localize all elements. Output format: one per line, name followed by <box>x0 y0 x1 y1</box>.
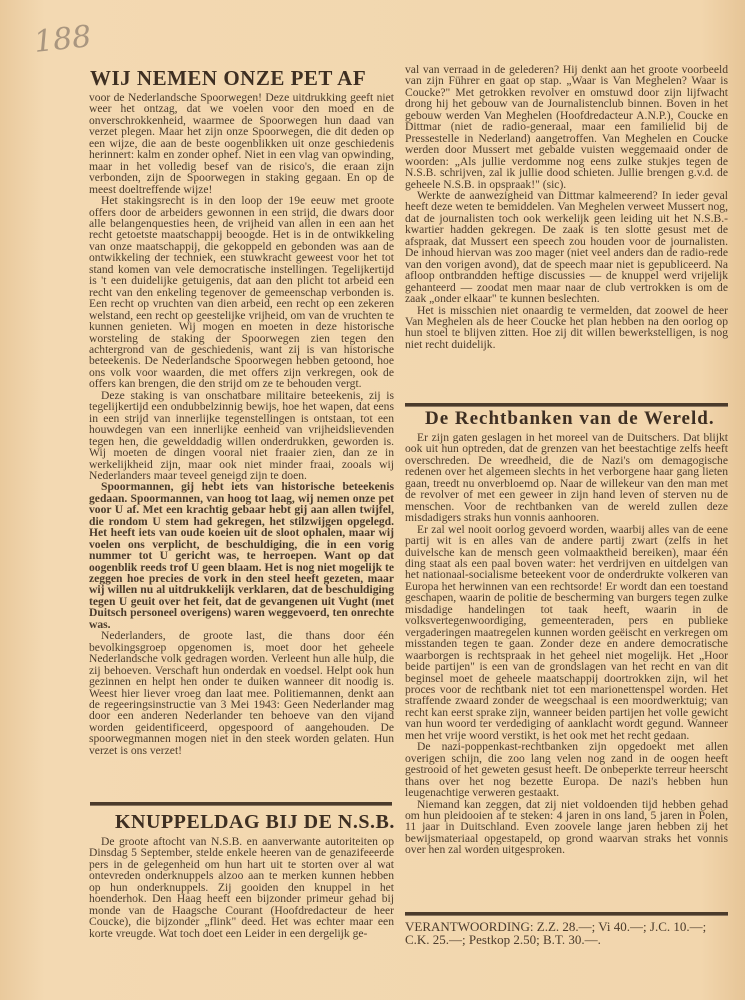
handwritten-page-number: 188 <box>32 19 93 60</box>
accountability-footer <box>405 920 730 946</box>
paragraph: Het is misschien niet onaardig te vermelden, dat zoowel de heer Van Meghelen als de heer Coucke het plan hebben na den oorlog op hun stoel te blijven zitten. Hoe zij dit willen bewerkstelligen, is nog niet recht duidelijk. <box>405 303 728 351</box>
paragraph: De groote aftocht van N.S.B. en aanverwante autoriteiten op Dinsdag 5 September, stelde enkele heeren van de genazifeeerde pers in de gelegenheid om hun hart uit te storten over al wat ontevreden onderknuppels alzoo aan te merken kunnen hebben op hun onderknuppels. Zij gooiden den knuppel in het hoenderhok. Den Haag heeft een bijzonder primeur gehad bij monde van de Haagsche Courant (Hoofdredacteur de heer Coucke), die bijzonder „flink" deed. Het was echter maar een korte vreugde. Wat toch doet een Leider in een dergelijk ge- <box>89 835 394 940</box>
footer-line: VERANTWOORDING: Z.Z. 28.—; Vi 40.—; J.C. 10.—; <box>405 919 707 934</box>
paragraph: De nazi-poppenkast-rechtbanken zijn opgedoekt met allen overigen schijn, die zoo lang velen nog zand in de oogen heeft gestrooid of het geweten gesust heeft. De onbeperkte terreur heerscht thans over het nog bezette Europa. De nazi's hebben hun leugenachtige verweren gestaakt. <box>405 740 728 800</box>
article-body-pet-af <box>89 92 394 756</box>
article-body-rechtbanken <box>405 432 728 856</box>
paragraph: Er zal wel nooit oorlog gevoerd worden, waarbij alles van de eene partij wit is en alles van de andere partij zwart (zelfs in het duivelsche kan de mensch geen volmaaktheid bereiken), maar één ding staat als een paal boven water: het verdrijven en uitdelgen van het nationaal-socialisme beteekent voor de onderdrukte volkeren van Europa het herwinnen van een rechtsorde! Er wordt dan een toestand geschapen, waarin de politie de bescherming van burgers tegen zulke misdadige handelingen tot taak heeft, waarin in de volksvertegenwoordiging, gemeenteraden, pers en publieke vergaderingen maatregelen kunnen worden geëischt en verkregen om misstanden tegen te gaan. Zonder deze en andere democratische waarborgen is rechtspraak in het geheel niet mogelijk. Het „Hoor beide partijen" is een van de grondslagen van het recht en van dit beginsel moet de geheele maatschappij doortrokken zijn, wil het proces voor de rechtbank niet tot een marionettenspel worden. Het straffende zwaard zonder de weegschaal is een moordwerktuig; van recht kan eerst sprake zijn, wanneer beiden partijen het volle gewicht van hun woord ter verdediging of aanklacht wordt gegund. Wanneer men het vrije woord verstikt, is het ook met het recht gedaan. <box>405 522 728 742</box>
paragraph: Spoormannen, gij hebt iets van historische beteekenis gedaan. Spoormannen, van hoog tot laag, wij nemen onze pet voor U af. Met een krachtig gebaar hebt gij aan allen twijfel, die rondom U stem had gekregen, het stilzwijgen opgelegd. Het heeft iets van oude koeien uit de sloot ophalen, maar wij voelen ons verplicht, de beschuldiging, die in een vorig nummer tot U gericht was, te herroepen. Want op dat oogenblik reeds trof U geen blaam. Het is nog niet mogelijk te zeggen hoe precies de vork in den steel heeft gezeten, maar wij willen nu al uitdrukkelijk verklaren, dat de beschuldiging tegen U geuit over het feit, dat de gevangenen uit Vught (met Duitsch personeel overigens) waren weggevoerd, ten onrechte was. <box>89 480 394 631</box>
paragraph: Niemand kan zeggen, dat zij niet voldoenden tijd hebben gehad om hun pleidooien af te steken: 4 jaren in ons land, 5 jaren in Polen, 11 jaar in Duitschland. Even zoovele lange jaren hebben zij het bewijsmateriaal opgestapeld, op grond waarvan straks het vonnis over hen zal worden uitgesproken. <box>405 797 728 857</box>
article-title-knuppeldag: KNUPPELDAG BIJ DE N.S.B. <box>115 811 395 833</box>
article-body-knuppeldag-right <box>405 64 728 350</box>
paragraph: val van verraad in de gelederen? Hij denkt aan het groote voorbeeld van zijn Führer en gaat op stap. „Waar is Van Meghelen? Waar is Coucke?" Met getrokken revolver en omstuwd door zijn lijfwacht drong hij het gebouw van de Journalistenclub binnen. Boven in het gebouw werden Van Meghelen (Hoofdredacteur A.N.P.), Coucke en Dittmar (niet de radio-generaal, maar een familielid bij de Pressestelle in Nederland) aangetroffen. Van Meghelen en Coucke werden door Mussert met gebalde vuisten weggemaaid onder de woorden: „Als jullie verdomme nog eens zulke stukjes tegen de N.S.B. schrijven, zal ik jullie dood schieten. Jullie brengen g.v.d. de geheele N.S.B. in opspraak!" (sic). <box>405 63 728 191</box>
paragraph: Deze staking is van onschatbare militaire beteekenis, zij is tegelijkertijd een ondubbelzinnig bewijs, hoe het wapen, dat eens in een strijd van innerlijke tegenstellingen is ontstaan, tot een houwdegen van een innerlijke eenheid van vrijheidslievenden tegen hen, die gewelddadig willen onderdrukken, geworden is. Wij moeten de dingen vooral niet fraaier zien, dan ze in werkelijkheid zijn, maar ook niet minder fraai, zooals wij Nederlanders maar teveel geneigd zijn te doen. <box>89 388 394 482</box>
footer-line: C.K. 25.—; Pestkop 2.50; B.T. 30.—. <box>405 932 601 947</box>
article-body-knuppeldag-left <box>89 836 394 939</box>
article-title-pet-af: WIJ NEMEN ONZE PET AF <box>90 66 367 90</box>
paragraph: voor de Nederlandsche Spoorwegen! Deze uitdrukking geeft niet weer het ontzag, dat we voelen voor den moed en de onverschrokkenheid, waarmee de Spoorwegen hun daad van verzet plegen. Maar het zijn onze Spoorwegen, die dit deden op een wijze, die aan de beste oogenblikken uit onze geschiedenis herinnert: kalm en zonder ophef. Niet in een vlag van opwinding, maar in het volledig besef van de risico's, die eraan zijn verbonden, zijn de Spoorwegen in staking gegaan. En op de meest doeltreffende wijze! <box>89 91 394 196</box>
paragraph: Werkte de aanwezigheid van Dittmar kalmeerend? In ieder geval heeft deze weten te bemiddelen. Van Meghelen verweet Mussert nog, dat de journalisten toch ook werkelijk geen leiding uit het N.S.B.-kwartier hadden gekregen. De zaak is ten slotte gesust met de afspraak, dat Mussert een speech zou houden voor de journalisten. De inhoud hiervan was zoo mager (niet veel anders dan de radio-rede van den vorigen avond), dat de speech maar niet is gepubliceerd. Na afloop ontbrandden heftige discussies — de knuppel werd vrijelijk gehanteerd — zoodat men maar naar de club vertrokken is om de zaak „onder elkaar" te kunnen beslechten. <box>405 188 728 306</box>
paragraph: Nederlanders, de groote last, die thans door één bevolkingsgroep opgenomen is, moet door het geheele Nederlandsche volk gedragen worden. Verleent hun alle hulp, die zij behoeven. Verschaft hun onderdak en voedsel. Helpt ook hun gezinnen en helpt hen onder te duiken wanneer dit noodig is. Weest hier liever vroeg dan laat mee. Politiemannen, denkt aan de regeeringsinstructie van 3 Mei 1943: Geen Nederlander mag door een anderen Nederlander ten behoeve van den vijand worden geidentificeerd, opgespoord of aangehouden. De spoorwegmannen mogen niet in den steek worden gelaten. Hun verzet is ons verzet! <box>89 629 394 757</box>
article-title-rechtbanken: De Rechtbanken van de Wereld. <box>425 408 715 429</box>
divider-rule <box>90 802 392 806</box>
paragraph: Er zijn gaten geslagen in het moreel van de Duitschers. Dat blijkt ook uit hun optreden, dat de grenzen van het beestachtige zelfs heeft overschreden. De wreedheid, die de Nazi's om demagogische redenen over het algemeen slechts in het verborgene haar gang lieten gaan, treedt nu onverbloemd op. Naar de willekeur van den man met de revolver of met een geweer in zijn hand leven of sterven nu de menschen. Voor de rechtbanken van de wereld zullen deze misdadigers straks hun vonnis aanhooren. <box>405 431 728 525</box>
paragraph: Het stakingsrecht is in den loop der 19e eeuw met groote offers door de arbeiders gewonnen in een strijd, die dwars door alle belangenquesties heen, de vrijheid van allen in een aan het recht getoetste maatschappij beoogde. Het is in de ontwikkeling van onze maatschappij, die gekoppeld en gebonden was aan de ontwikkeling der techniek, een stuwkracht geweest voor het tot stand komen van vele democratische instellingen. Tegelijkertijd is 't een duidelijke getuigenis, dat aan den plicht tot arbeid een recht van den enkeling tegenover de gemeenschap verbonden is. Een recht op vruchten van dien arbeid, een recht op een zekeren welstand, een recht op geestelijke vrijheid, om van de vruchten te kunnen genieten. Wij mogen en moeten in deze historische worsteling de staking der Spoorwegen zien tegen den achtergrond van de geschiedenis, want zij is van historische beteekenis. De Nederlandsche Spoorwegen hebben getoond, hoe ons volk voor waarden, die met offers zijn verkregen, ook de offers kan brengen, die den strijd om ze te behouden vergt. <box>89 194 394 391</box>
divider-rule <box>405 912 728 916</box>
divider-rule <box>405 403 728 407</box>
